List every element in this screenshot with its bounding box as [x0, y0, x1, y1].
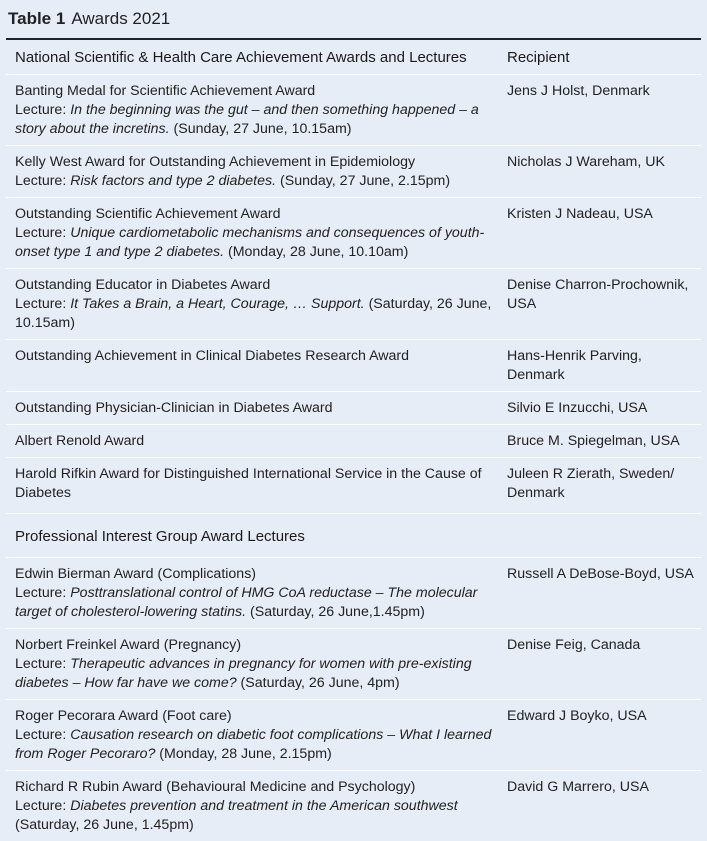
- recipient-cell: Edward J Boyko, USA: [507, 708, 647, 724]
- lecture-time: (Monday, 28 June, 2.15pm): [155, 746, 332, 762]
- table-row: [0, 425, 707, 457]
- lecture-prefix: Lecture:: [15, 656, 71, 672]
- award-name: Kelly West Award for Outstanding Achievement in Epidemiology: [15, 154, 416, 170]
- recipient-cell: Silvio E Inzucchi, USA: [507, 400, 648, 416]
- lecture-title: Causation research on diabetic foot complications – What I learned from Roger Pecoraro?: [15, 727, 492, 762]
- lecture-title: In the beginning was the gut – and then something happened – a story about the incretins.: [15, 102, 479, 137]
- recipient-cell: Juleen R Zierath, Sweden/ Denmark: [507, 466, 675, 501]
- table-row: [0, 700, 707, 770]
- recipient-cell: Hans-Henrik Parving, Denmark: [507, 348, 642, 383]
- award-name: Edwin Bierman Award (Complications): [15, 566, 257, 582]
- lecture-line: [15, 224, 507, 262]
- lecture-prefix: Lecture:: [15, 585, 71, 601]
- lecture-line: [15, 101, 507, 139]
- award-cell: [15, 276, 507, 333]
- lecture-line: [15, 655, 507, 693]
- lecture-line: [15, 295, 507, 333]
- lecture-title: Risk factors and type 2 diabetes.: [70, 173, 277, 189]
- section-national-awards: [0, 74, 707, 509]
- lecture-time: (Saturday, 26 June, 4pm): [236, 675, 400, 691]
- recipient-cell: Denise Charron-Prochownik, USA: [507, 277, 689, 312]
- table-caption: [0, 0, 707, 38]
- award-name: Harold Rifkin Award for Distinguished International Service in the Cause of Diabetes: [15, 466, 482, 501]
- award-cell: [15, 465, 507, 503]
- award-name: Roger Pecorara Award (Foot care): [15, 708, 232, 724]
- award-name: Banting Medal for Scientific Achievement Award: [15, 83, 316, 99]
- table-row: [0, 558, 707, 628]
- award-cell: [15, 205, 507, 262]
- award-cell: [15, 707, 507, 764]
- award-name: Albert Renold Award: [15, 433, 145, 449]
- award-cell: [15, 778, 507, 835]
- lecture-line: [15, 584, 507, 622]
- section-title-professional: Professional Interest Group Award Lectures: [15, 528, 305, 545]
- lecture-title: Unique cardiometabolic mechanisms and consequences of youth-onset type 1 and type 2 diabetes.: [15, 225, 485, 260]
- lecture-title: Therapeutic advances in pregnancy for women with pre-existing diabetes – How far have we come?: [15, 656, 472, 691]
- lecture-line: [15, 726, 507, 764]
- table-row: [0, 198, 707, 268]
- recipient-cell: Bruce M. Spiegelman, USA: [507, 433, 680, 449]
- lecture-time: (Saturday, 26 June,1.45pm): [246, 604, 425, 620]
- award-name: Outstanding Physician-Clinician in Diabetes Award: [15, 400, 333, 416]
- header-award: National Scientific & Health Care Achievement Awards and Lectures: [15, 48, 467, 66]
- table-number: Table 1: [8, 9, 66, 28]
- table-row: [0, 392, 707, 424]
- award-name: Norbert Freinkel Award (Pregnancy): [15, 637, 242, 653]
- lecture-prefix: Lecture:: [15, 102, 71, 118]
- lecture-line: [15, 172, 507, 191]
- table-row: [0, 146, 707, 197]
- table-header: [0, 40, 707, 74]
- lecture-title: Posttranslational control of HMG CoA reductase – The molecular target of cholesterol-lowering statins.: [15, 585, 478, 620]
- table-title: Awards 2021: [71, 9, 171, 28]
- table-row: [0, 75, 707, 145]
- lecture-time: (Saturday, 26 June, 1.45pm): [15, 817, 194, 833]
- award-name: Outstanding Achievement in Clinical Diabetes Research Award: [15, 348, 410, 364]
- recipient-cell: Russell A DeBose-Boyd, USA: [507, 566, 694, 582]
- lecture-prefix: Lecture:: [15, 296, 71, 312]
- award-cell: [15, 636, 507, 693]
- lecture-title: It Takes a Brain, a Heart, Courage, … Support.: [70, 296, 365, 312]
- table-row: [0, 629, 707, 699]
- award-cell: [15, 347, 507, 385]
- recipient-cell: Nicholas J Wareham, UK: [507, 154, 665, 170]
- award-cell: [15, 399, 507, 418]
- recipient-cell: Jens J Holst, Denmark: [507, 83, 650, 99]
- award-name: Richard R Rubin Award (Behavioural Medicine and Psychology): [15, 779, 416, 795]
- lecture-prefix: Lecture:: [15, 173, 71, 189]
- header-recipient: Recipient: [507, 48, 570, 66]
- table-row: [0, 771, 707, 841]
- recipient-cell: Kristen J Nadeau, USA: [507, 206, 653, 222]
- lecture-prefix: Lecture:: [15, 727, 71, 743]
- recipient-cell: David G Marrero, USA: [507, 779, 649, 795]
- lecture-time: (Monday, 28 June, 10.10am): [224, 244, 409, 260]
- recipient-cell: Denise Feig, Canada: [507, 637, 641, 653]
- lecture-title: Diabetes prevention and treatment in the American southwest: [70, 798, 458, 814]
- lecture-time: (Sunday, 27 June, 2.15pm): [276, 173, 451, 189]
- award-name: Outstanding Educator in Diabetes Award: [15, 277, 271, 293]
- lecture-prefix: Lecture:: [15, 798, 71, 814]
- section-professional-awards: [0, 557, 707, 841]
- award-cell: [15, 432, 507, 451]
- table-row: [0, 458, 707, 509]
- lecture-time: (Saturday, 26 June, 10.15am): [15, 296, 492, 331]
- award-name: Outstanding Scientific Achievement Award: [15, 206, 281, 222]
- lecture-prefix: Lecture:: [15, 225, 71, 241]
- lecture-time: (Sunday, 27 June, 10.15am): [169, 121, 352, 137]
- award-cell: [15, 82, 507, 139]
- table-row: [0, 340, 707, 391]
- award-cell: [15, 153, 507, 191]
- award-cell: [15, 565, 507, 622]
- table-row: [0, 269, 707, 339]
